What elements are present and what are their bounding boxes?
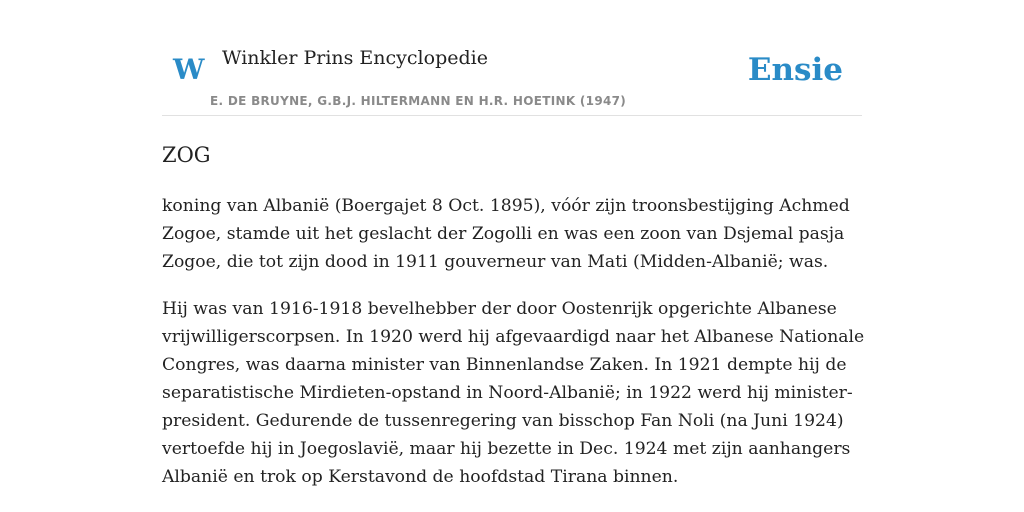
entry-body xyxy=(162,192,865,510)
paragraph-line: vrijwilligerscorpsen. In 1920 werd hij afgevaardigd naar het Albanese Nationale xyxy=(162,327,865,347)
encyclopedia-title-link[interactable]: Winkler Prins Encyclopedie xyxy=(222,47,488,69)
ensie-logo-link[interactable]: Ensie xyxy=(747,52,843,88)
paragraph-line: president. Gedurende de tussenregering van bisschop Fan Noli (na Juni 1924) xyxy=(162,411,844,431)
paragraph-line: Congres, was daarna minister van Binnenlandse Zaken. In 1921 dempte hij de xyxy=(162,355,847,375)
paragraph-line: Hij was van 1916-1918 bevelhebber der door Oostenrijk opgerichte Albanese xyxy=(162,299,837,319)
entry-title: ZOG xyxy=(162,143,211,167)
paragraph-line: koning van Albanië (Boergajet 8 Oct. 1895), vóór zijn troonsbestijging Achmed xyxy=(162,196,850,216)
paragraph-line: Zogoe, stamde uit het geslacht der Zogolli en was een zoon van Dsjemal pasja xyxy=(162,224,845,244)
winkler-prins-logo[interactable]: W xyxy=(173,53,205,86)
paragraph-line: Albanië en trok op Kerstavond de hoofdstad Tirana binnen. xyxy=(162,467,679,487)
paragraph-2 xyxy=(162,295,865,491)
paragraph-line: separatistische Mirdieten-opstand in Noord-Albanië; in 1922 werd hij minister- xyxy=(162,383,853,403)
paragraph-1 xyxy=(162,192,852,276)
authors-line: E. DE BRUYNE, G.B.J. HILTERMANN EN H.R. HOETINK (1947) xyxy=(210,94,627,108)
paragraph-line: vertoefde hij in Joegoslavië, maar hij bezette in Dec. 1924 met zijn aanhangers xyxy=(162,439,851,459)
paragraph-line: Zogoe, die tot zijn dood in 1911 gouverneur van Mati (Midden-Albanië; was. xyxy=(162,252,829,272)
site-header xyxy=(162,30,862,116)
